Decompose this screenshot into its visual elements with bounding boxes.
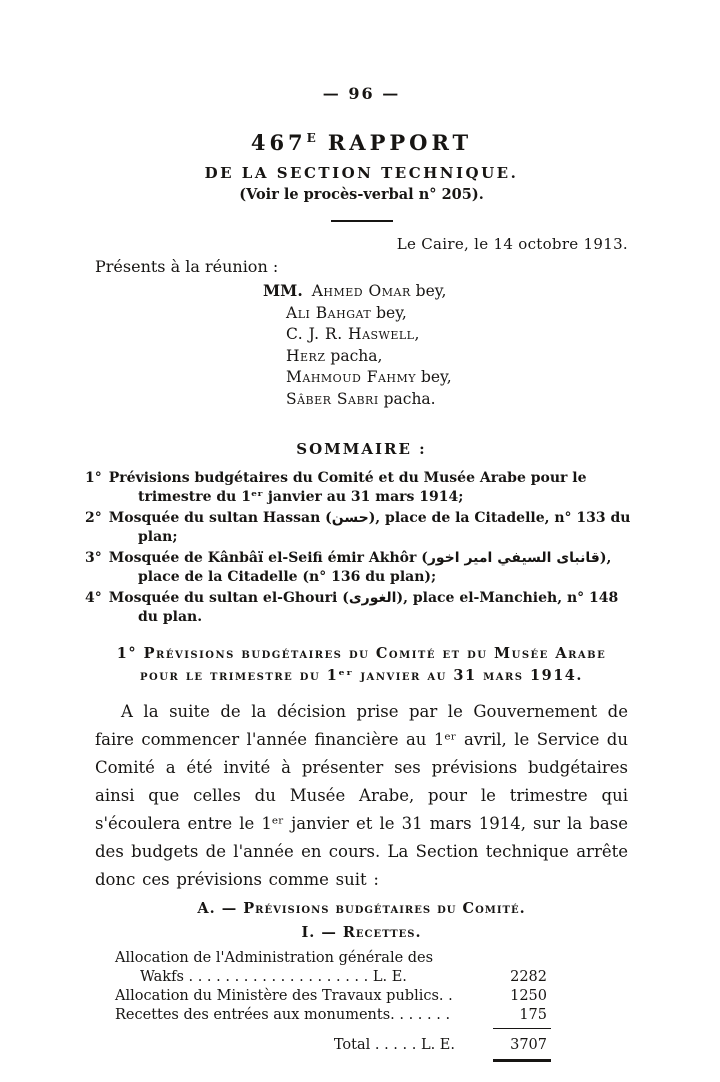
row-label-line2: Wakfs . . . . . . . . . . . . . . . . . . . . L. E. [140,968,407,985]
recettes-heading: I. — Recettes. [301,923,422,941]
item-number: 2° [85,509,102,526]
row-amount: 2282 [510,968,547,985]
report-title-word: RAPPORT [327,130,473,155]
sommaire-heading: SOMMAIRE : [296,439,427,458]
attendee-title: pacha. [378,389,436,408]
table-row [115,1006,555,1025]
section-1-paragraph: A la suite de la décision prise par le Gouvernement de faire commencer l'année financière au 1ᵉʳ avril, le Service du Comité a été invité à présenter ses prévisions budgétaires ainsi que celles du Musée Arabe, pour le trimestre qui s'écoulera entre le 1ᵉʳ janvier et le 31 mars 1914, sur la base des budgets de l'année en cours. La Section technique arrête donc ces prévisions comme suit : [95,701,628,889]
attendees-label: Présents à la réunion : [95,257,279,276]
section-1-heading [95,643,628,687]
attendee-item [263,280,628,303]
recettes-table [115,949,555,1064]
item-text: Mosquée du sultan el-Ghouri (الغورى), place el-Manchieh, n° 148 du plan. [108,589,619,626]
table-row [115,987,555,1006]
attendee-name: Sâber Sabri [286,389,379,408]
sommaire-item [85,589,635,628]
attendee-name: C. J. R. Haswell [286,325,415,344]
item-number: 4° [85,589,102,606]
row-label [115,949,485,987]
report-number: 467 [250,130,307,155]
item-text: Mosquée du sultan Hassan (حسن), place de la Citadelle, n° 133 du plan; [108,509,631,546]
sum-rule-row [115,1025,555,1031]
sommaire-list [85,469,635,628]
attendee-name: Ali Bahgat [286,303,372,322]
section-1-heading-line2: pour le trimestre du 1ᵉʳ janvier au 31 mars 1914. [140,666,583,684]
page-number: — 96 — [322,84,401,103]
total-amount: 3707 [510,1036,547,1053]
item-number: 1° [85,469,102,486]
attendee-item [263,303,628,325]
page-content [85,0,631,1064]
attendee-name: Mahmoud Fahmy [286,368,417,387]
table-row [115,949,555,987]
sommaire-item [85,469,635,508]
item-text: Prévisions budgétaires du Comité et du Musée Arabe pour le trimestre du 1ᵉʳ janvier au 31 mars 1914; [108,469,587,506]
attendee-item [263,367,628,389]
report-subtitle: DE LA SECTION TECHNIQUE. [204,164,519,182]
proces-verbal-reference: (Voir le procès-verbal n° 205). [239,186,484,203]
report-title [95,130,628,155]
item-number: 3° [85,549,102,566]
total-row [115,1036,555,1055]
section-1-heading-line1: 1° Prévisions budgétaires du Comité et du Musée Arabe [116,644,607,662]
sommaire-item [85,509,635,548]
attendee-item [263,346,628,368]
separator-rule [331,220,393,222]
attendee-title: bey, [371,303,407,322]
dateline: Le Caire, le 14 octobre 1913. [396,235,628,253]
attendee-title: , [414,325,420,344]
total-label: Total . . . . . L. E. [333,1036,455,1053]
row-amount: 1250 [510,987,547,1004]
row-label-line1: Allocation de l'Administration générale des [115,949,434,966]
attendee-name: Ahmed Omar [311,282,411,300]
total-rule-row [115,1055,555,1064]
row-label: Allocation du Ministère des Travaux publics. . [115,987,453,1004]
sum-rule [493,1028,551,1029]
row-amount: 175 [519,1006,547,1023]
attendee-name: Herz [286,346,326,365]
row-label: Recettes des entrées aux monuments. . . . . . . [115,1006,451,1023]
subsection-a-heading: A. — Prévisions budgétaires du Comité. [197,899,526,917]
item-text: Mosquée de Kânbâï el-Seifi émir Akhôr (قانباى السيفي امير اخور), place de la Citadelle (n° 136 du plan); [108,549,612,586]
attendee-title: bey, [410,282,447,300]
attendee-item [263,324,628,346]
attendee-title: bey, [416,368,452,387]
report-number-ordinal: E [306,131,316,145]
attendee-list [263,280,628,411]
sommaire-item [85,549,635,588]
total-double-rule [493,1059,551,1062]
attendee-item [263,389,628,411]
attendees-prefix: MM. [263,281,303,300]
attendee-title: pacha, [325,346,383,365]
